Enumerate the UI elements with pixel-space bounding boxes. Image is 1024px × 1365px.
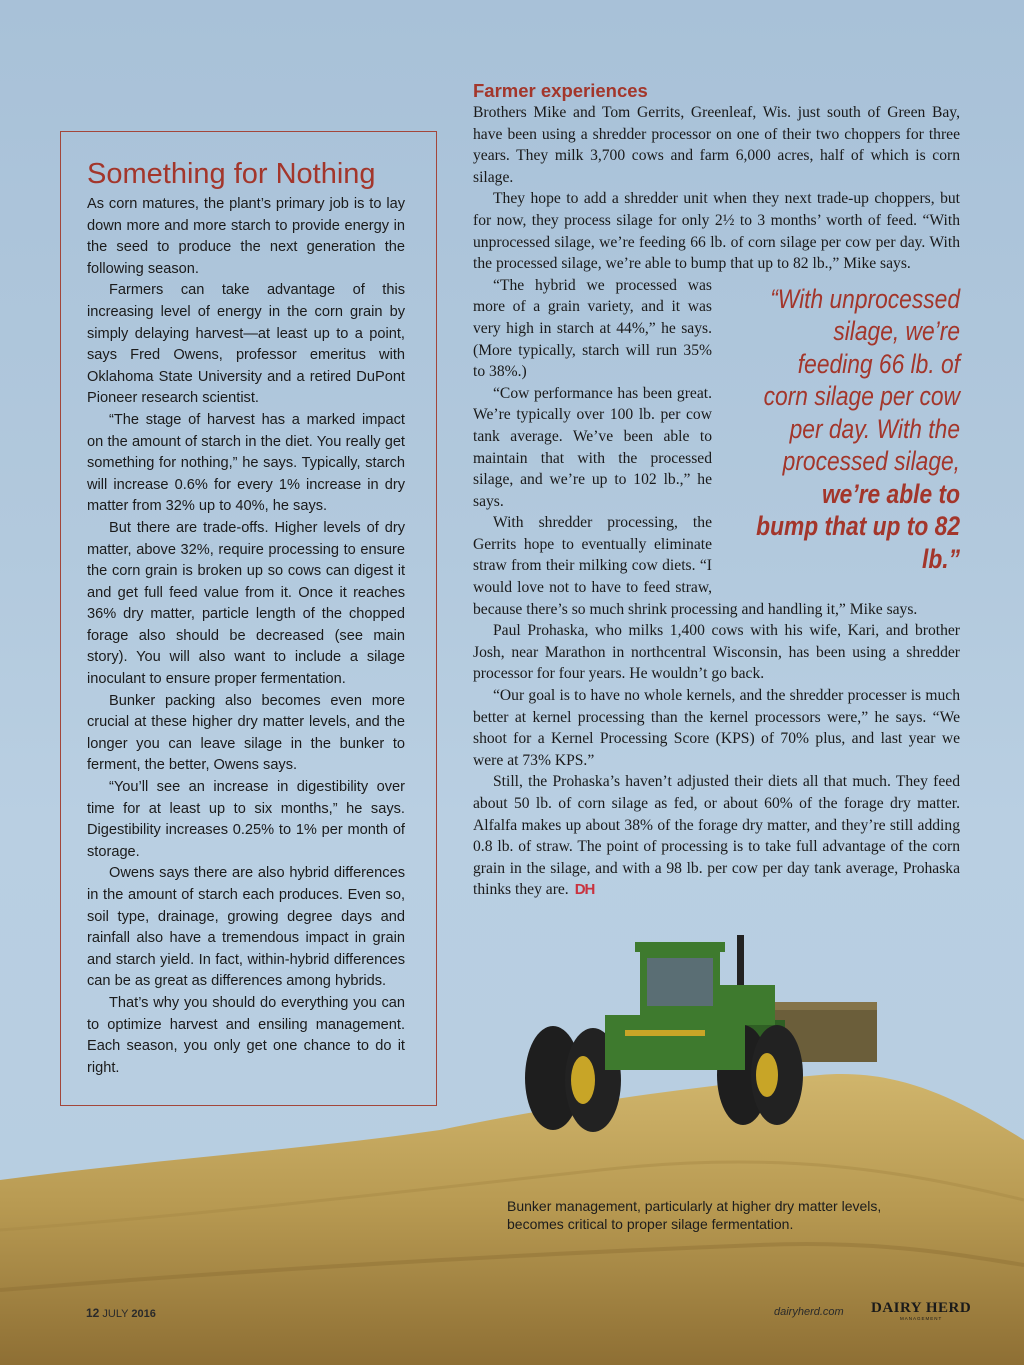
sidebar-paragraph: “The stage of harvest has a marked impact on the amount of starch in the diet. You really get something for nothing,” he says. Typically, starch will increase 0.6% for every 1% increase in dry matter from 32% up to 40%, he says. xyxy=(87,411,405,515)
article-column xyxy=(473,80,960,901)
sidebar-paragraph: As corn matures, the plant’s primary job is to lay down more and more starch to provide energy in the seed to produce the next generation the following season. xyxy=(87,196,405,277)
sidebar-paragraph: But there are trade-offs. Higher levels of dry matter, above 32%, require processing to ensure the corn grain is broken up so cows can digest it and get full feed value from it. Once it reaches 36% dry matter, particle length of the chopped forage also should be decreased (see main story). You will also want to include a silage inoculant to ensure proper fermentation. xyxy=(87,519,405,688)
pull-quote-emphasis: we’re able to bump that up to 82 lb.” xyxy=(756,478,960,574)
article-paragraph: Brothers Mike and Tom Gerrits, Greenleaf, Wis. just south of Green Bay, have been using a shredder processor on one of their two choppers for three years. They milk 3,700 cows and farm 6,000 acres, half of which is corn silage. xyxy=(473,104,960,186)
sidebar-title: Something for Nothing xyxy=(87,158,376,190)
article-paragraph-text: Still, the Prohaska’s haven’t adjusted their diets all that much. They feed about 50 lb. of corn silage as fed, or about 60% of the forage dry matter. Alfalfa makes up about 38% of the forage dry matter, and they’re still adding 0.8 lb. of straw. The point of processing is to take full advantage of the corn grain in the silage, and with a 98 lb. per cow per day tank average, Prohaska thinks they are. xyxy=(473,773,960,899)
tractor-photo xyxy=(515,930,885,1135)
section-heading: Farmer experiences xyxy=(473,80,648,101)
article-paragraph: With shredder processing, the Gerrits hope to eventually eliminate straw from their milking cow diets. “I would love not to have to feed straw, because there’s so much shrink processing and handling it,” Mike says. xyxy=(473,514,918,618)
page-number: 12 xyxy=(86,1306,100,1320)
sidebar-paragraph: Bunker packing also becomes even more crucial at these higher dry matter levels, and the longer you can leave silage in the bunker to ferment, the better, Owens says. xyxy=(87,692,405,774)
logo-subtitle: MANAGEMENT xyxy=(899,1316,943,1321)
sidebar-paragraph: Farmers can take advantage of this increasing level of energy in the corn grain by simply delaying harvest—at least up to a point, says Fred Owens, professor emeritus with Oklahoma State University and a retired DuPont Pioneer research scientist. xyxy=(87,282,405,407)
article-paragraph xyxy=(473,771,960,901)
issue-year: 2016 xyxy=(131,1308,156,1320)
article-paragraph: “Cow performance has been great. We’re typically over 100 lb. per cow tank average. We’ve been able to maintain that with the processed silage, and we’re up to 102 lb.,” he says. xyxy=(473,384,712,510)
photo-caption: Bunker management, particularly at higher dry matter levels, becomes critical to proper silage fermentation. xyxy=(507,1198,882,1232)
article-paragraph: Paul Prohaska, who milks 1,400 cows with his wife, Kari, and brother Josh, near Marathon in northcentral Wisconsin, has been using a shredder processor for four years. He wouldn’t go back. xyxy=(473,622,960,683)
issue-month: JULY xyxy=(102,1308,129,1320)
sidebar-paragraph: That’s why you should do everything you can to optimize harvest and ensiling management. Each season, you only get one chance to do it right. xyxy=(87,994,405,1076)
pull-quote-text: “With unprocessed silage, we’re feeding 66 lb. of corn silage per cow per day. With the processed silage, xyxy=(763,283,960,477)
sidebar-paragraph: “You’ll see an increase in digestibility over time for at least up to six months,” he says. Digestibility increases 0.25% to 1% per month of storage. xyxy=(87,779,405,860)
page-folio xyxy=(86,1306,156,1320)
sidebar-box xyxy=(60,131,437,1106)
article-paragraph: “The hybrid we processed was more of a grain variety, and it was very high in starch at 44%,” he says. (More typically, starch will run 35% to 38%.) xyxy=(473,276,712,381)
logo-wordmark: DAIRY HERD xyxy=(871,1300,972,1316)
sidebar-paragraph: Owens says there are also hybrid differences in the amount of starch each produces. Even so, soil type, drainage, growing degree days and rainfall also have a tremendous impact in grain and starch yield. In fact, within-hybrid differences can be as great as differences among hybrids. xyxy=(87,865,405,990)
article-paragraph xyxy=(473,188,960,274)
article-paragraph: “Our goal is to have no whole kernels, and the shredder processer is much better at kernel processing than the kernel processors were,” he says. “We shoot for a Kernel Processing Score (KPS) of 70% plus, and last year we were at 73% KPS.” xyxy=(473,687,960,769)
dairy-herd-logo xyxy=(871,1301,971,1322)
article-paragraph-text: They hope to add a shredder unit when they next trade-up choppers, but for now, they process silage for only 2½ to 3 months’ worth of feed. “With unprocessed silage, we’re feeding 66 lb. of corn silage per cow per day. With the processed silage, we’re able to bump that up to 82 lb.,” Mike says. xyxy=(473,190,960,273)
website-link[interactable]: dairyherd.com xyxy=(774,1306,844,1318)
pull-quote xyxy=(755,283,960,576)
end-mark-logo: DH xyxy=(574,881,595,899)
